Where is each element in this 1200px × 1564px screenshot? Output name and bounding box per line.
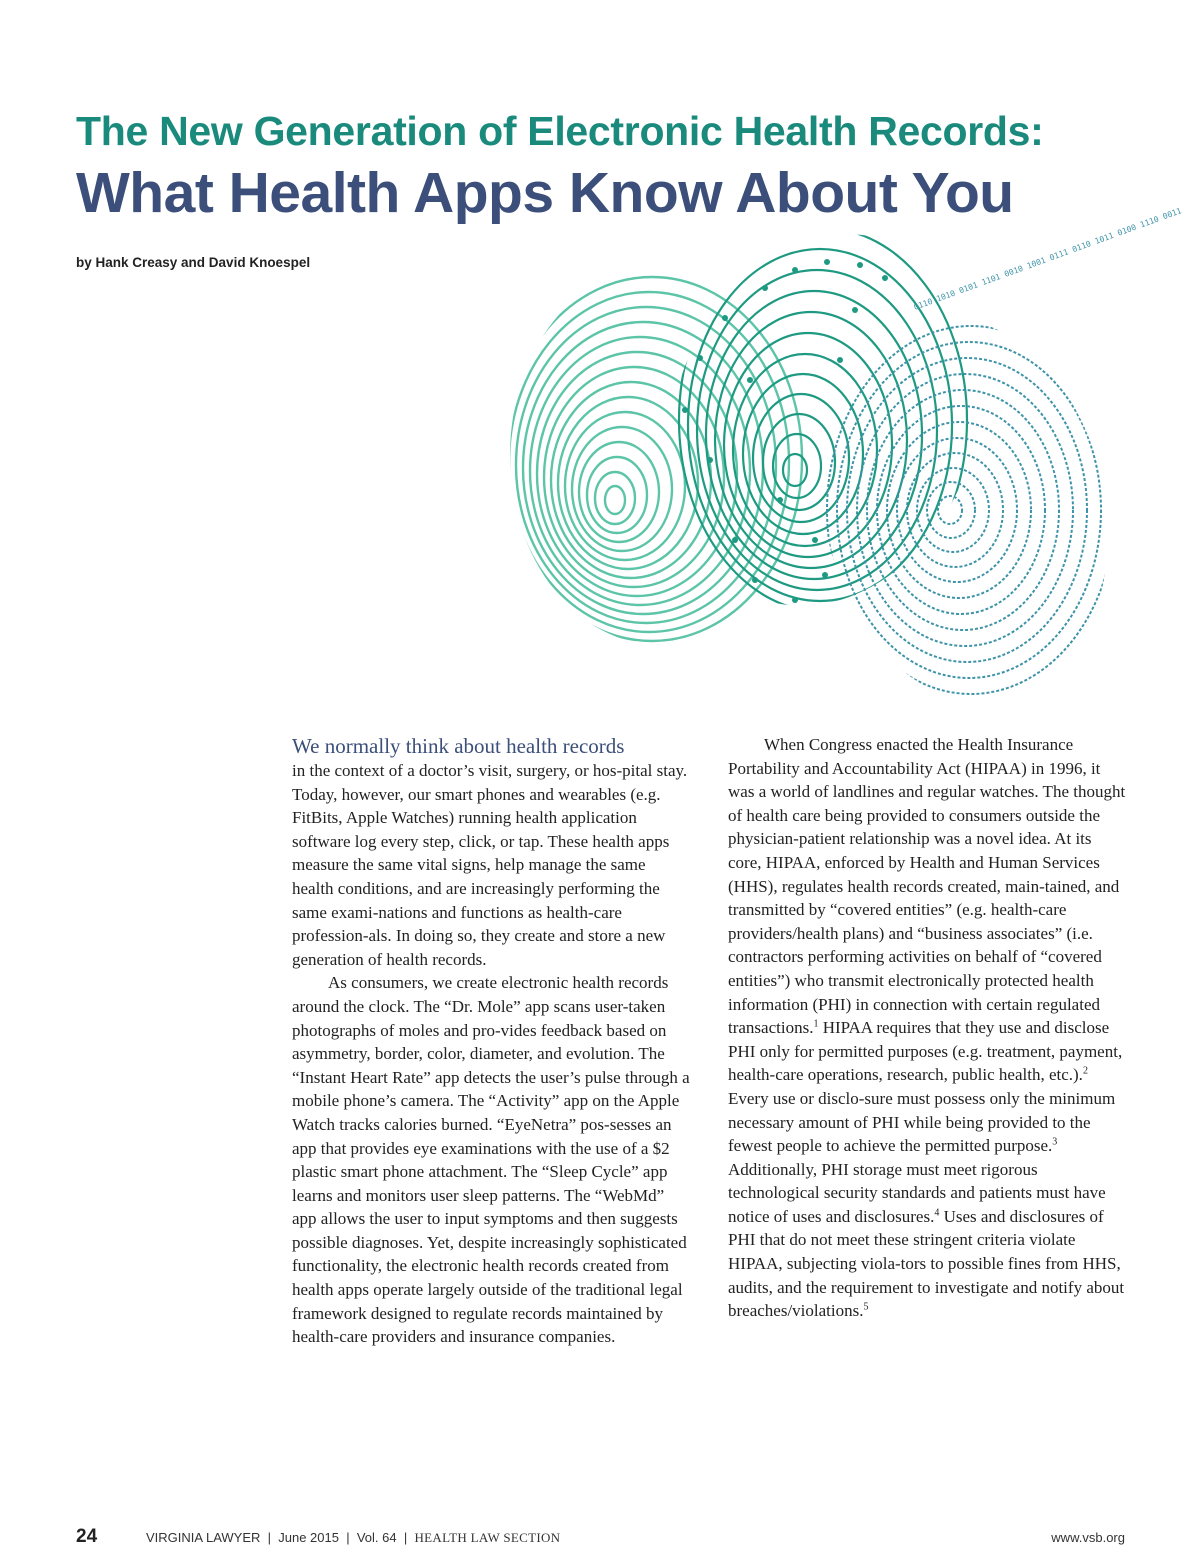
footnote-5: 5 xyxy=(863,1301,869,1313)
separator: | xyxy=(267,1530,272,1545)
fingerprints-illustration xyxy=(495,206,1183,710)
paragraph-1: in the context of a doctor’s visit, surgery, or hos-pital stay. Today, however, our smart phones and wearables (e.g. FitBits, Apple Watches) running health application software log every step, click, or tap. These health apps measure the same vital signs, help manage the same health conditions, and are increasingly performing the same exami-nations and functions as health-care profession-als. In doing so, they create and store a new generation of health records. xyxy=(292,761,688,969)
footnote-2: 2 xyxy=(1082,1065,1088,1077)
footnote-3: 3 xyxy=(1052,1136,1058,1148)
website-link[interactable]: www.vsb.org xyxy=(1051,1530,1125,1545)
magazine-name: VIRGINIA LAWYER xyxy=(146,1530,261,1545)
footnote-4: 4 xyxy=(934,1207,940,1219)
byline: by Hank Creasy and David Knoespel xyxy=(76,255,311,270)
binary-text: 0110 1010 0101 1101 0010 1001 0111 0110 1011 0100 1110 0011 xyxy=(912,206,1183,312)
text-segment: HIPAA requires that they use and disclose PHI only for permitted purposes (e.g. treatment, payment, health-care operations, research, public health, etc.). xyxy=(728,1018,1123,1085)
text-segment: When Congress enacted the Health Insurance Portability and Accountability Act (HIPAA) in 1996, it was a world of landlines and regular watches. The thought of health care being provided to consumers outside the physician-patient relationship was a novel idea. At its core, HIPAA, enforced by Health and Human Services (HHS), regulates health records created, main-tained, and transmitted by “covered entities” (e.g. health-care providers/health plans) and “business associates” (i.e. contractors performing activities on behalf of “covered entities”) who transmit electronically protected health information (PHI) in connection with certain regulated transactions. xyxy=(728,735,1126,1038)
paragraph-2: As consumers, we create electronic health records around the clock. The “Dr. Mole” app scans user-taken photographs of moles and pro-vides feedback based on asymmetry, border, color, diameter, and evolution. The “Instant Heart Rate” app detects the user’s pulse through a mobile phone’s camera. The “Activity” app on the Apple Watch tracks calories burned. “EyeNetra” pos-sesses an app that provides eye examinations with the use of a $2 plastic smart phone attachment. The “Sleep Cycle” app learns and monitors user sleep patterns. The “WebMd” app allows the user to input symptoms and then suggests possible diagnoses. Yet, despite increasingly sophisticated functionality, the electronic health records created from health apps operate largely outside of the traditional legal framework designed to regulate records maintained by health-care providers and insurance companies. xyxy=(292,973,690,1347)
separator: | xyxy=(346,1530,350,1545)
publication-info xyxy=(146,1530,560,1546)
issue-date: June 2015 xyxy=(278,1530,339,1545)
separator: | xyxy=(403,1530,408,1545)
text-segment: Additionally, PHI storage must meet rigorous technological security standards and patients must have notice of uses and disclosures. xyxy=(728,1159,1106,1226)
title-line-2: What Health Apps Know About You xyxy=(76,161,1014,225)
title-line-1: The New Generation of Electronic Health Records: xyxy=(76,108,1044,154)
footnote-1: 1 xyxy=(813,1018,819,1030)
article-left-column xyxy=(292,733,690,1349)
page-number: 24 xyxy=(76,1526,98,1547)
article-right-column xyxy=(728,733,1126,1323)
text-segment: Every use or disclo-sure must possess only the minimum necessary amount of PHI while being provided to the fewest people to achieve the permitted purpose. xyxy=(728,1088,1116,1156)
section-name: HEALTH LAW SECTION xyxy=(414,1530,561,1545)
volume: Vol. 64 xyxy=(356,1530,397,1545)
fingerprint-left xyxy=(502,277,802,641)
lead-in: We normally think about health records xyxy=(292,734,625,758)
paragraph-3 xyxy=(728,733,1126,1323)
fingerprint-right xyxy=(827,326,1115,694)
text-segment: Uses and disclosures of PHI that do not meet these stringent criteria violate HIPAA, subjecting viola-tors to possible fines from HHS, audits, and the requirement to investigate and notify about breaches/violations. xyxy=(728,1206,1125,1321)
